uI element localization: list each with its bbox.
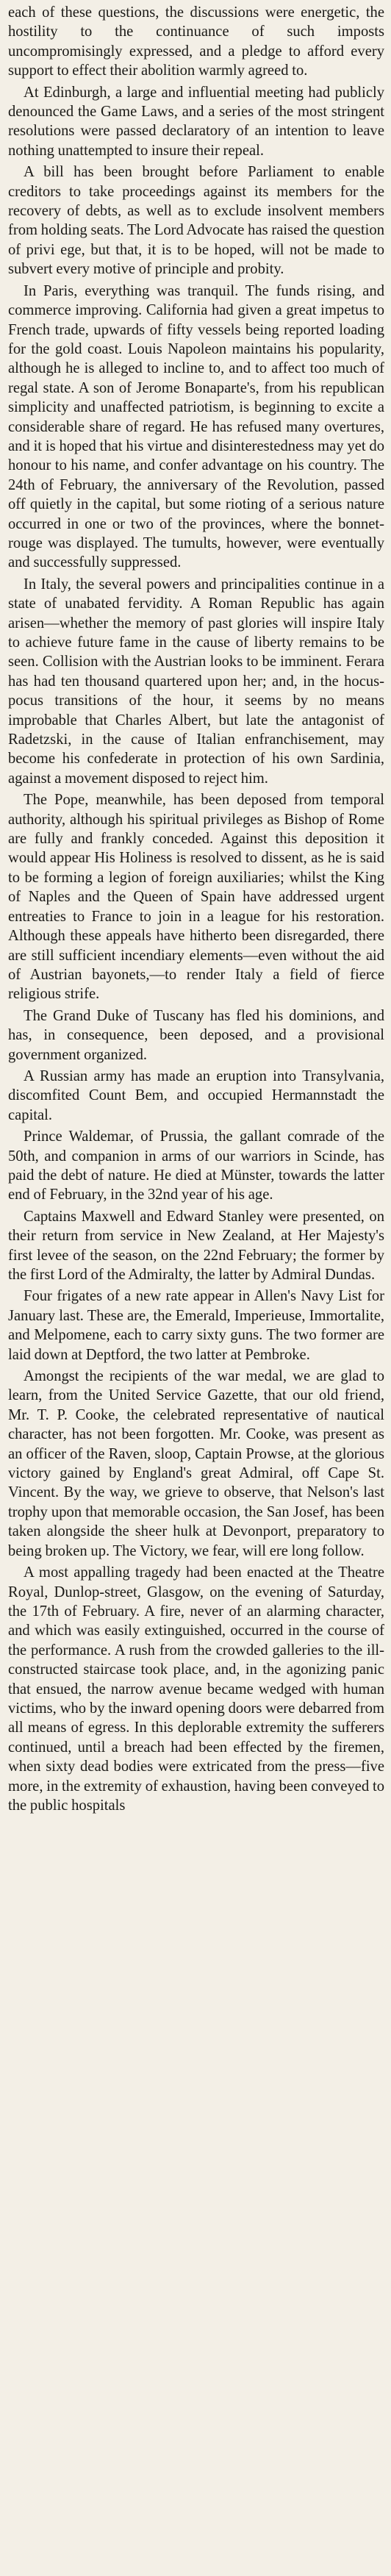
paragraph-reform-meetings: each of these questions, the discussions were energetic, the hostility to the continuance of such imposts uncompromisingly expressed, and a pledge to afford every support to effect their abolition warmly agreed to. xyxy=(8,4,384,79)
paragraph-war-medal: Amongst the recipients of the war medal, we are glad to learn, from the United Service Gazette, that our old friend, Mr. T. P. Cooke, the celebrated representative of nautical character, has not been forgotten. Mr. Cooke, was present as an officer of the Raven, sloop, Captain Prowse, at the glorious victory gained by England's great Admiral, off Cape St. Vincent. By the way, we grieve to observe, that Nelson's last trophy upon that memorable occasion, the San Josef, has been taken alongside the sheer hulk at Devonport, preparatory to being broken up. The Victory, we fear, will ere long follow. xyxy=(8,1368,384,1559)
paragraph-frigates: Four frigates of a new rate appear in Allen's Navy List for January last. These are, the Emerald, Imperieuse, Immortalite, and Melpomene, each to carry sixty guns. The two former are laid down at Deptford, the two latter at Pembroke. xyxy=(8,1288,384,1363)
paragraph-captains-levee: Captains Maxwell and Edward Stanley were presented, on their return from service in New Zealand, at Her Majesty's first levee of the season, on the 22nd February; the former by the first Lord of the Admiralty, the latter by Admiral Dundas. xyxy=(8,1208,384,1283)
paragraph-russian-army: A Russian army has made an eruption into Transylvania, discomfited Count Bem, and occupied Hermannstadt the capital. xyxy=(8,1067,384,1123)
paragraph-glasgow-theatre: A most appalling tragedy had been enacted at the Theatre Royal, Dunlop-street, Glasgow, on the evening of Saturday, the 17th of February. A fire, never of an alarming character, and which was easily extinguished, occurred in the course of the performance. A rush from the crowded galleries to the ill-constructed staircase took place, and, in the agonizing panic that ensued, the narrow avenue became wedged with human victims, who by the inward opening doors were debarred from all means of egress. In this deplorable extremity the sufferers continued, until a breach had been effected by the firemen, when sixty dead bodies were extricated from the press—five more, in the extremity of exhaustion, having been conveyed to the public hospitals xyxy=(8,1564,384,1814)
paragraph-paris: In Paris, everything was tranquil. The funds rising, and commerce improving. California had given a great impetus to French trade, upwards of fifty vessels being reported loading for the gold coast. Louis Napoleon maintains his popularity, although he is alleged to incline to, and to affect too much of regal state. A son of Jerome Bonaparte's, from his republican simplicity and unaffected patriotism, is beginning to excite a considerable share of regard. He has refused many overtures, and it is hoped that his virtue and disinterestedness may yet do honour to his name, and confer advantage on his country. The 24th of February, the anniversary of the Revolution, passed off quietly in the capital, but some rioting of a serious nature occurred in one or two of the provinces, where the bonnet-rouge was displayed. The tumults, however, were eventually and successfully suppressed. xyxy=(8,282,384,571)
paragraph-tuscany: The Grand Duke of Tuscany has fled his dominions, and has, in consequence, been deposed, and a provisional government organized. xyxy=(8,1007,384,1063)
article-column xyxy=(8,3,384,1815)
paragraph-italy: In Italy, the several powers and principalities continue in a state of unabated fervidity. A Roman Republic has again arisen—whether the memory of past glories will inspire Italy to achieve future fame in the cause of liberty remains to be seen. Collision with the Austrian looks to be imminent. Ferara has had ten thousand quartered upon her; and, in the hocus-pocus transitions of the hour, it seems by no means improbable that Charles Albert, but late the antagonist of Radetzski, in the cause of Italian enfranchisement, may become his confederate in protection of his own Sardinia, against a movement disposed to reject him. xyxy=(8,576,384,787)
paragraph-edinburgh-game-laws: At Edinburgh, a large and influential meeting had publicly denounced the Game Laws, and a series of the most stringent resolutions were passed declaratory of an intention to leave nothing unattempted to insure their repeal. xyxy=(8,84,384,159)
paragraph-prince-waldemar: Prince Waldemar, of Prussia, the gallant comrade of the 50th, and companion in arms of our warriors in Scinde, has paid the debt of nature. He died at Münster, towards the latter end of February, in the 32nd year of his age. xyxy=(8,1128,384,1203)
paragraph-parliament-bill: A bill has been brought before Parliament to enable creditors to take proceedings against its members for the recovery of debts, as well as to exclude insolvent members from holding seats. The Lord Advocate has raised the question of privi ege, but that, it is to be hoped, will not be made to subvert every motive of principle and probity. xyxy=(8,164,384,278)
paragraph-the-pope: The Pope, meanwhile, has been deposed from temporal authority, although his spiritual privileges as Bishop of Rome are fully and frankly conceded. Against this deposition it would appear His Holiness is resolved to dissent, as he is said to be forming a legion of foreign auxiliaries; whilst the King of Naples and the Queen of Spain have addressed urgent entreaties to France to join in a league for his restoration. Although these appeals have hitherto been disregarded, there are still sufficient incendiary elements—even without the aid of Austrian bayonets,—to render Italy a field of fierce religious strife. xyxy=(8,792,384,1003)
